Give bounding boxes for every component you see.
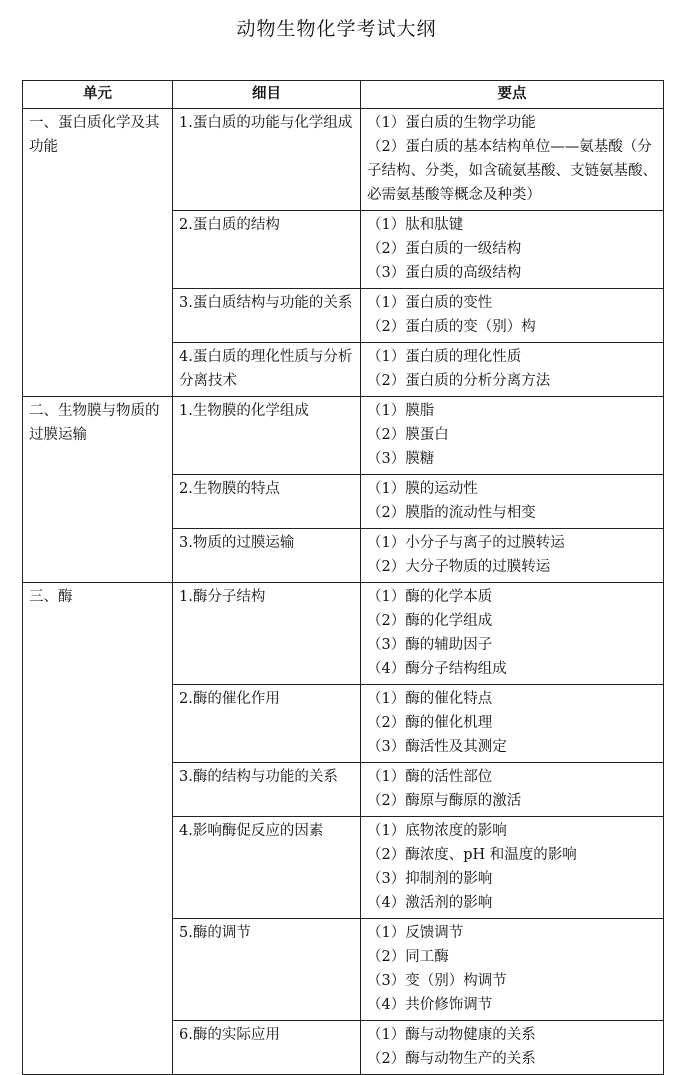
point-item: （4）酶分子结构组成 [367, 661, 507, 677]
item-cell: 3.蛋白质结构与功能的关系 [173, 289, 361, 343]
unit-cell: 三、酶 [23, 583, 173, 1075]
table-row [23, 583, 664, 685]
point-item: （2）酶与动物生产的关系 [367, 1051, 536, 1067]
point-item: （3）膜糖 [367, 451, 435, 467]
item-cell: 5.酶的调节 [173, 919, 361, 1021]
syllabus-table [22, 80, 664, 1075]
points-cell [361, 817, 664, 919]
item-cell: 6.酶的实际应用 [173, 1021, 361, 1075]
point-item: （1）反馈调节 [367, 925, 464, 941]
header-row [23, 81, 664, 109]
point-item: （2）膜脂的流动性与相变 [367, 505, 536, 521]
item-cell: 3.物质的过膜运输 [173, 529, 361, 583]
points-cell [361, 289, 664, 343]
point-item: （2）蛋白质的基本结构单位——氨基酸（分子结构、分类，如含硫氨基酸、支链氨基酸、必需氨基酸等概念及种类） [367, 139, 657, 203]
item-cell: 1.蛋白质的功能与化学组成 [173, 109, 361, 211]
point-item: （2）大分子物质的过膜转运 [367, 559, 551, 575]
point-item: （1）膜的运动性 [367, 481, 478, 497]
points-cell [361, 397, 664, 475]
point-item: （1）酶与动物健康的关系 [367, 1027, 536, 1043]
item-cell: 3.酶的结构与功能的关系 [173, 763, 361, 817]
points-cell [361, 685, 664, 763]
points-cell [361, 109, 664, 211]
document-title: 动物生物化学考试大纲 [236, 18, 437, 40]
point-item: （3）变（别）构调节 [367, 973, 507, 989]
item-cell: 1.生物膜的化学组成 [173, 397, 361, 475]
point-item: （2）蛋白质的变（别）构 [367, 319, 536, 335]
point-item: （1）蛋白质的生物学功能 [367, 115, 536, 131]
point-item: （2）酶浓度、pH 和温度的影响 [367, 847, 577, 863]
points-cell [361, 343, 664, 397]
point-item: （3）酶的辅助因子 [367, 637, 493, 653]
point-item: （2）酶原与酶原的激活 [367, 793, 522, 809]
point-item: （1）蛋白质的理化性质 [367, 349, 522, 365]
points-cell [361, 529, 664, 583]
unit-cell: 二、生物膜与物质的过膜运输 [23, 397, 173, 583]
points-cell [361, 211, 664, 289]
table-row [23, 109, 664, 211]
point-item: （2）膜蛋白 [367, 427, 449, 443]
points-cell [361, 919, 664, 1021]
point-item: （2）蛋白质的分析分离方法 [367, 373, 551, 389]
points-cell [361, 1021, 664, 1075]
item-cell: 4.蛋白质的理化性质与分析分离技术 [173, 343, 361, 397]
point-item: （1）小分子与离子的过膜转运 [367, 535, 565, 551]
item-cell: 4.影响酶促反应的因素 [173, 817, 361, 919]
point-item: （2）蛋白质的一级结构 [367, 241, 522, 257]
point-item: （4）共价修饰调节 [367, 997, 493, 1013]
point-item: （1）酶的催化特点 [367, 691, 493, 707]
item-cell: 2.蛋白质的结构 [173, 211, 361, 289]
point-item: （2）酶的化学组成 [367, 613, 493, 629]
point-item: （1）底物浓度的影响 [367, 823, 507, 839]
unit-cell: 一、蛋白质化学及其功能 [23, 109, 173, 397]
point-item: （2）酶的催化机理 [367, 715, 493, 731]
points-cell [361, 475, 664, 529]
point-item: （1）膜脂 [367, 403, 435, 419]
point-item: （1）酶的活性部位 [367, 769, 493, 785]
syllabus-body [23, 109, 664, 1075]
item-cell: 1.酶分子结构 [173, 583, 361, 685]
point-item: （1）肽和肽键 [367, 217, 464, 233]
table-row [23, 397, 664, 475]
point-item: （4）激活剂的影响 [367, 895, 493, 911]
point-item: （1）蛋白质的变性 [367, 295, 493, 311]
item-cell: 2.酶的催化作用 [173, 685, 361, 763]
header-item: 细目 [173, 81, 361, 109]
points-cell [361, 763, 664, 817]
points-cell [361, 583, 664, 685]
point-item: （3）蛋白质的高级结构 [367, 265, 522, 281]
header-points: 要点 [361, 81, 664, 109]
point-item: （3）抑制剂的影响 [367, 871, 493, 887]
point-item: （2）同工酶 [367, 949, 449, 965]
point-item: （3）酶活性及其测定 [367, 739, 507, 755]
point-item: （1）酶的化学本质 [367, 589, 493, 605]
header-unit: 单元 [23, 81, 173, 109]
item-cell: 2.生物膜的特点 [173, 475, 361, 529]
